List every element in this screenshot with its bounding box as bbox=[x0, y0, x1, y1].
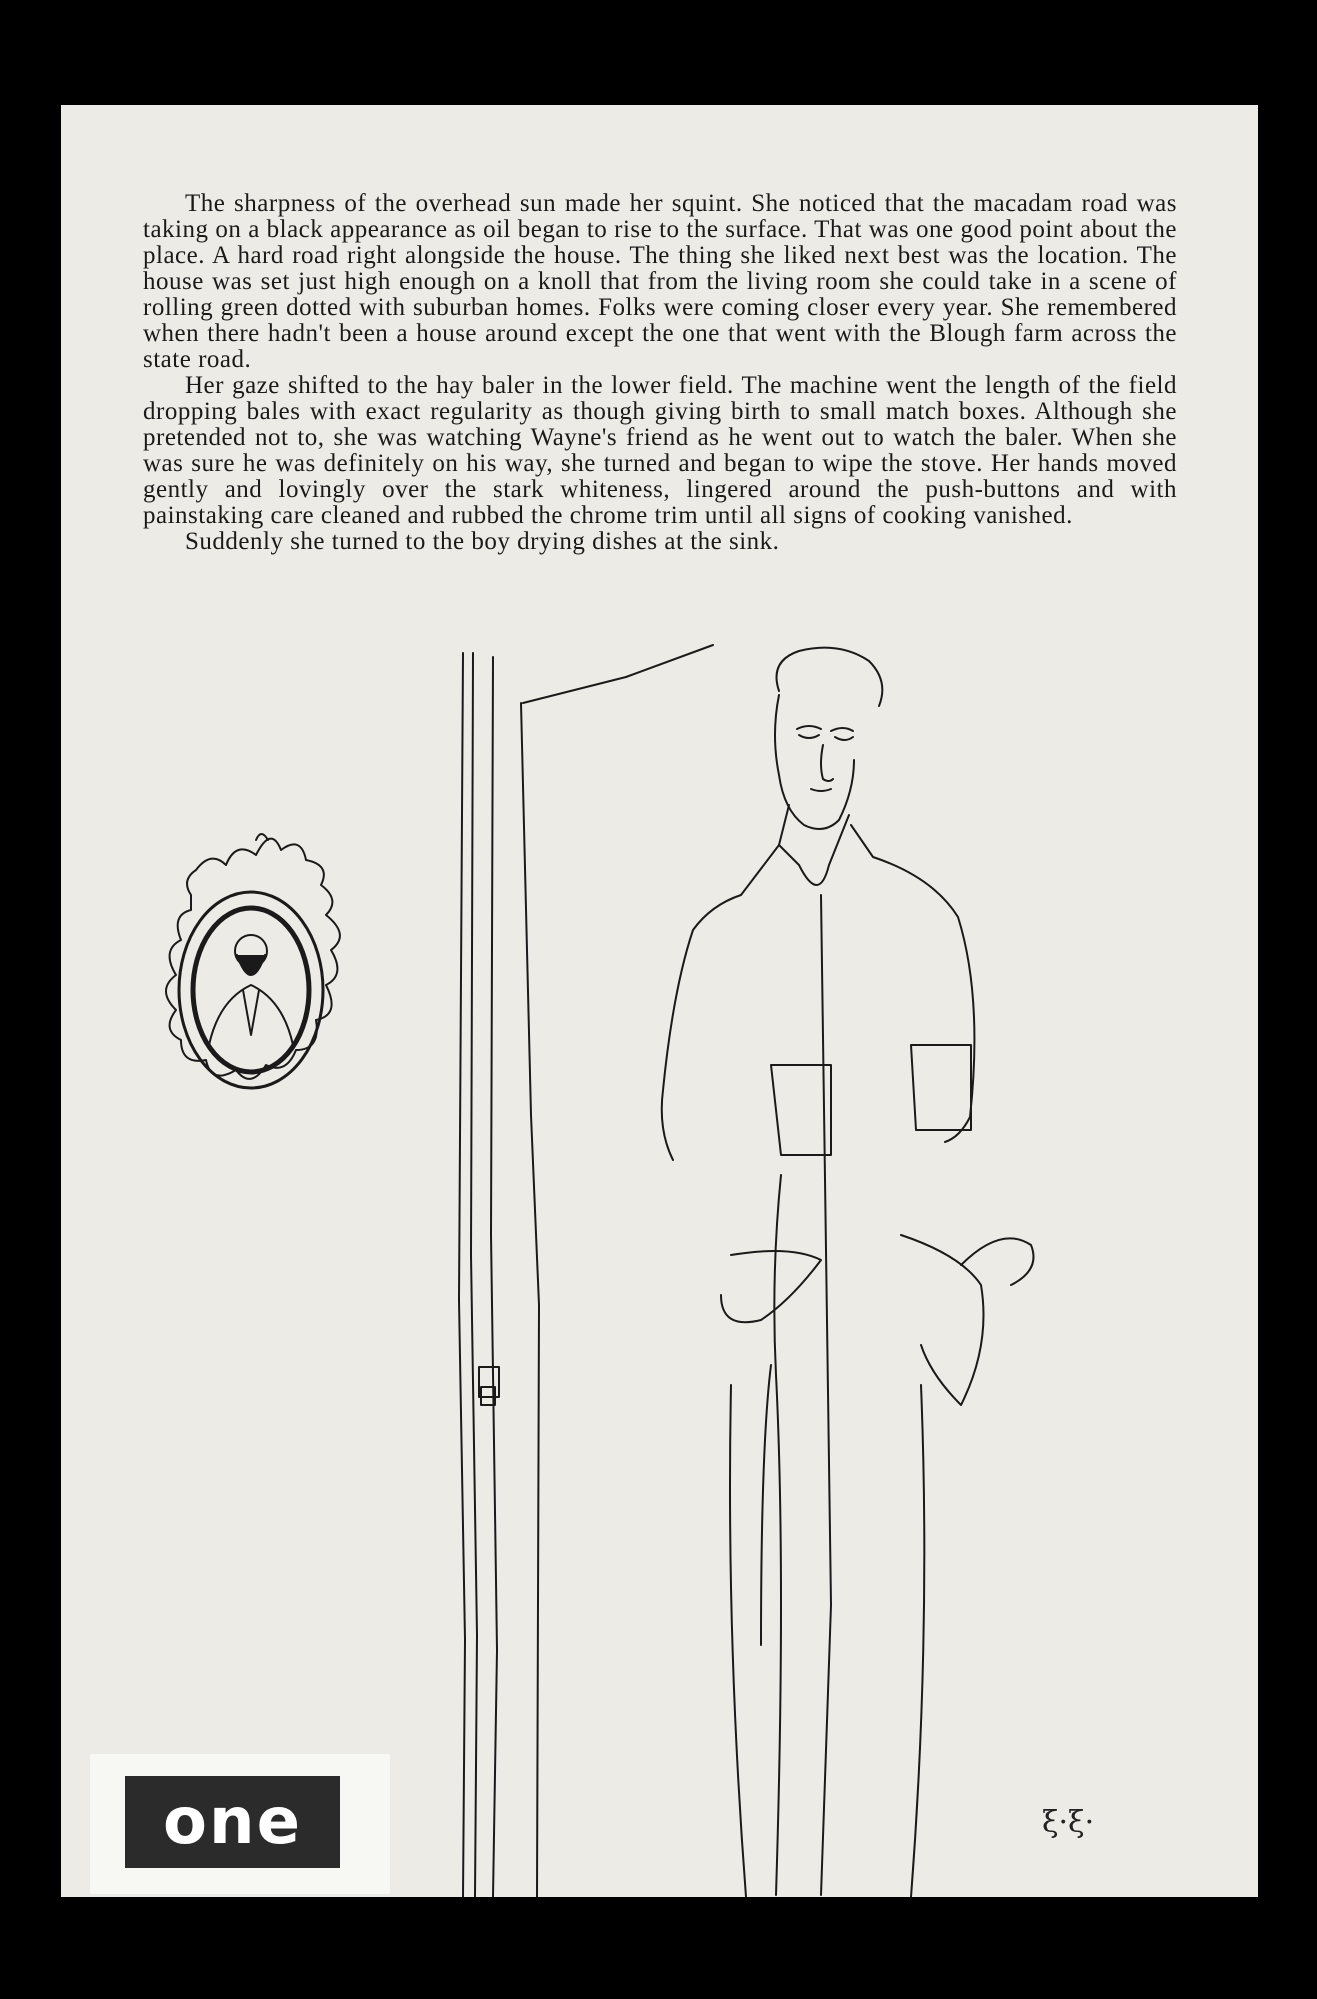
artist-signature: ξ·ξ· bbox=[1042, 1805, 1095, 1840]
one-magazine-logo: one bbox=[125, 1776, 340, 1868]
paragraph-3: Suddenly she turned to the boy drying dishes at the sink. bbox=[185, 528, 780, 555]
framed-portrait-drawing bbox=[166, 834, 340, 1088]
standing-man-drawing bbox=[662, 648, 1034, 1897]
door-frame-drawing bbox=[459, 645, 713, 1897]
magazine-page bbox=[61, 105, 1258, 1897]
paragraph-1: The sharpness of the overhead sun made her squint. She noticed that the macadam road was taking on a black appearance as oil began to rise to the surface. That was one good point about the place. A hard road right alongside the house. The thing she liked next best was the location. The house was set just high enough on a knoll that from the living room she could take in a scene of rolling green dotted with suburban homes. Folks were coming closer every year. She remembered when there hadn't been a house around except the one that went with the Blough farm across the state road. bbox=[143, 190, 1177, 373]
paragraph-2: Her gaze shifted to the hay baler in the lower field. The machine went the length of the field dropping bales with exact regularity as though giving birth to small match boxes. Although she pretended not to, she was watching Wayne's friend as he went out to watch the baler. When she was sure he was definitely on his way, she turned and began to wipe the stove. Her hands moved gently and lovingly over the stark whiteness, lingered around the push-buttons and with painstaking care cleaned and rubbed the chrome trim until all signs of cooking vanished. bbox=[143, 372, 1177, 529]
line-illustration bbox=[61, 105, 1258, 1897]
